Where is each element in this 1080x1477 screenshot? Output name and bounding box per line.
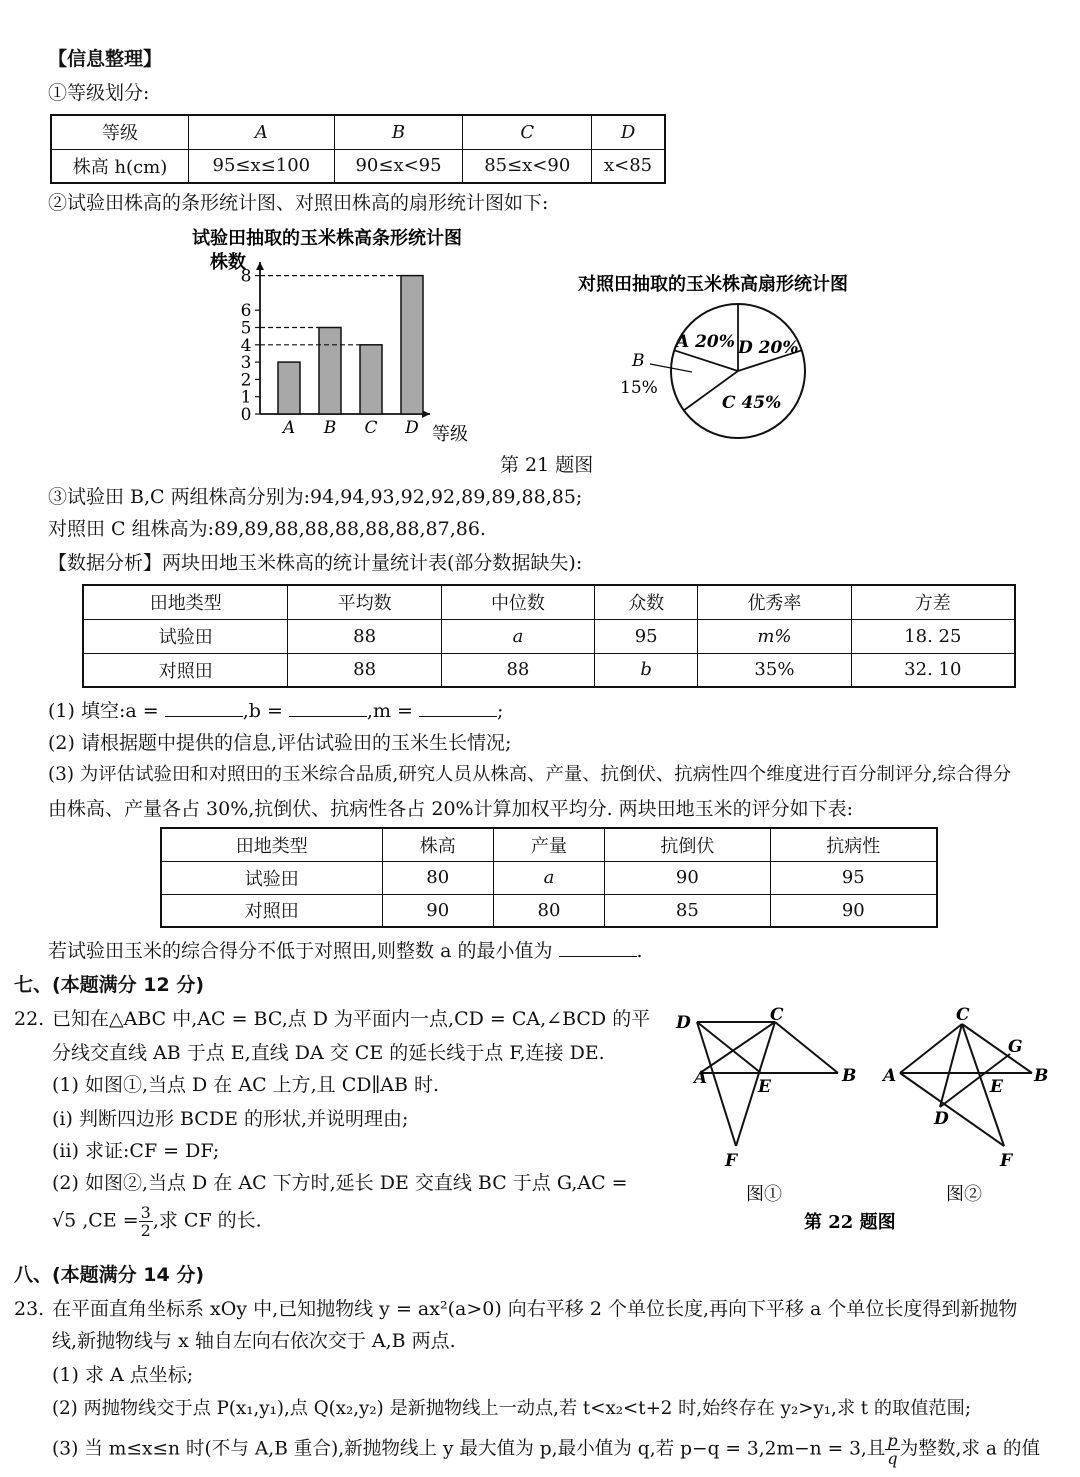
- fraction-p-q: [885, 1432, 899, 1467]
- q1-m-label: ,m =: [366, 700, 413, 722]
- x-tick-label: B: [323, 418, 337, 438]
- p22-line6: (2) 如图②,当点 D 在 AC 下方时,延长 DE 交直线 BC 于点 G,AC =: [52, 1172, 628, 1194]
- point-label: B: [842, 1066, 857, 1086]
- p23-line2: 线,新抛物线与 x 轴自左向右依次交于 A,B 两点.: [52, 1330, 456, 1352]
- grade-cell: 株高 h(cm): [51, 149, 189, 183]
- score-table: [160, 827, 938, 928]
- q3-line2: 由株高、产量各占 30%,抗倒伏、抗病性各占 20%计算加权平均分. 两块田地玉米的评分如下表:: [48, 798, 854, 820]
- q1-b-label: ,b =: [242, 700, 283, 722]
- score-cell: 90: [770, 894, 937, 927]
- item1-text: ①等级划分:: [48, 82, 150, 104]
- figure-2-label: 图②: [946, 1184, 982, 1205]
- grade-header: A: [189, 115, 335, 149]
- figure-22-caption: 第 22 题图: [804, 1212, 896, 1233]
- p23-line5: [52, 1432, 1040, 1467]
- stats-header: 中位数: [441, 585, 594, 619]
- fraction-3-2: [139, 1204, 153, 1239]
- pie-slice-percent-B: 15%: [620, 378, 658, 398]
- stats-header: 田地类型: [83, 585, 288, 619]
- score-cell: 85: [605, 894, 770, 927]
- pie-slice-label-B: B: [632, 351, 645, 371]
- p23-number: 23.: [14, 1298, 45, 1320]
- y-tick-label: 0: [240, 405, 252, 425]
- point-label: C: [956, 1005, 970, 1025]
- stats-cell: 32. 10: [851, 653, 1015, 687]
- x-tick-label: D: [405, 418, 419, 438]
- grade-header: 等级: [51, 115, 189, 149]
- p22-line5: (ii) 求证:CF = DF;: [52, 1140, 220, 1162]
- p22-line3: (1) 如图①,当点 D 在 AC 上方,且 CD∥AB 时.: [52, 1074, 440, 1096]
- stats-cell: 18. 25: [851, 619, 1015, 653]
- point-label: D: [934, 1109, 949, 1129]
- figure-1-labels: [675, 1005, 856, 1171]
- bar-B: [319, 328, 341, 415]
- bar-chart-title: 试验田抽取的玉米株高条形统计图: [192, 228, 462, 249]
- p23-line5-b: 为整数,求 a 的值: [899, 1438, 1041, 1460]
- q3-line1: (3) 为评估试验田和对照田的玉米综合品质,研究人员从株高、产量、抗倒伏、抗病性四个维度进行百分制评分,综合得分: [48, 764, 1012, 785]
- p23-line1: 在平面直角坐标系 xOy 中,已知抛物线 y = ax²(a>0) 向右平移 2 个单位长度,再向下平移 a 个单位长度得到新抛物: [52, 1298, 1018, 1320]
- figure-1-label: 图①: [746, 1184, 782, 1205]
- score-header: 抗病性: [770, 828, 937, 861]
- p22-line7: [52, 1204, 262, 1239]
- x-tick-label: C: [364, 418, 378, 438]
- stats-cell: m%: [698, 619, 851, 653]
- answer-blank-a[interactable]: [165, 698, 243, 717]
- score-header: 抗倒伏: [605, 828, 770, 861]
- score-cell: a: [493, 861, 604, 894]
- analysis-heading: 【数据分析】两块田地玉米株高的统计量统计表(部分数据缺失):: [48, 552, 583, 574]
- score-cell: 90: [605, 861, 770, 894]
- p22-line7-a: √5 ,CE =: [52, 1209, 139, 1232]
- pie-chart-title: 对照田抽取的玉米株高扇形统计图: [578, 274, 848, 295]
- stats-cell: b: [595, 653, 698, 687]
- point-label: A: [694, 1068, 708, 1088]
- pie-chart: [570, 268, 920, 448]
- y-tick-label: 5: [240, 318, 252, 339]
- q3-last-end: .: [636, 940, 643, 962]
- grade-cell: 95≤x≤100: [189, 149, 335, 183]
- y-tick-label: 8: [240, 266, 252, 287]
- score-header: 田地类型: [161, 828, 382, 861]
- score-cell: 90: [382, 894, 493, 927]
- bar-chart: [180, 222, 510, 450]
- fig21-caption: 第 21 题图: [500, 454, 594, 476]
- score-cell: 试验田: [161, 861, 382, 894]
- figure-22: [670, 1000, 1070, 1240]
- y-tick-label: 3: [240, 353, 252, 374]
- q3-last-text: 若试验田玉米的综合得分不低于对照田,则整数 a 的最小值为: [48, 940, 553, 962]
- point-label: D: [676, 1013, 691, 1033]
- grade-cell: 85≤x<90: [463, 149, 592, 183]
- point-label: F: [725, 1151, 738, 1171]
- p23-line5-a: (3) 当 m≤x≤n 时(不与 A,B 重合),新抛物线上 y 最大值为 p,最小值为 q,若 p−q = 3,2m−n = 3,且: [52, 1438, 886, 1460]
- y-tick-label: 2: [240, 370, 252, 391]
- y-tick-label: 1: [240, 387, 252, 408]
- score-header: 产量: [493, 828, 604, 861]
- point-label: E: [758, 1077, 771, 1097]
- grade-header: B: [334, 115, 463, 149]
- stats-header: 方差: [851, 585, 1015, 619]
- bar-C: [360, 345, 382, 414]
- point-label: G: [1008, 1037, 1023, 1057]
- stats-cell: 88: [288, 619, 441, 653]
- section7-heading: 七、(本题满分 12 分): [14, 974, 205, 996]
- point-label: F: [1000, 1151, 1013, 1171]
- fraction-numerator: p: [887, 1431, 898, 1450]
- score-header: 株高: [382, 828, 493, 861]
- q1-line: [48, 698, 503, 724]
- bar-A: [278, 362, 300, 414]
- p22-number: 22.: [14, 1008, 45, 1030]
- stats-cell: 88: [441, 653, 594, 687]
- p23-line4: (2) 两抛物线交于点 P(x₁,y₁),点 Q(x₂,y₂) 是新抛物线上一动点,若 t<x₂<t+2 时,始终存在 y₂>y₁,求 t 的取值范围;: [52, 1398, 971, 1419]
- stats-header: 平均数: [288, 585, 441, 619]
- stats-cell: a: [441, 619, 594, 653]
- point-label: A: [883, 1066, 897, 1086]
- score-cell: 95: [770, 861, 937, 894]
- item3-line1: ③试验田 B,C 两组株高分别为:94,94,93,92,92,89,89,88,85;: [48, 486, 583, 508]
- point-label: E: [990, 1077, 1003, 1097]
- score-cell: 80: [493, 894, 604, 927]
- stats-cell: 试验田: [83, 619, 288, 653]
- grade-table: [50, 114, 666, 184]
- info-heading: 【信息整理】: [48, 48, 163, 70]
- grade-cell: x<85: [592, 149, 665, 183]
- answer-blank-min-a[interactable]: [559, 938, 637, 957]
- p22-line4: (i) 判断四边形 BCDE 的形状,并说明理由;: [52, 1108, 409, 1130]
- section8-heading: 八、(本题满分 14 分): [14, 1264, 205, 1286]
- bar-chart-xlabel: 等级: [432, 424, 468, 445]
- stats-table: [82, 584, 1016, 688]
- stats-cell: 对照田: [83, 653, 288, 687]
- point-label: C: [770, 1005, 784, 1025]
- answer-blank-b[interactable]: [289, 698, 367, 717]
- p22-line2: 分线交直线 AB 于点 E,直线 DA 交 CE 的延长线于点 F,连接 DE.: [52, 1042, 605, 1064]
- q1-end: ;: [496, 700, 504, 722]
- fraction-numerator: 3: [140, 1203, 151, 1222]
- p23-line3: (1) 求 A 点坐标;: [52, 1364, 194, 1386]
- item2-text: ②试验田株高的条形统计图、对照田株高的扇形统计图如下:: [48, 192, 549, 214]
- stats-cell: 35%: [698, 653, 851, 687]
- grade-header: C: [463, 115, 592, 149]
- y-tick-label: 4: [240, 335, 252, 356]
- grade-cell: 90≤x<95: [334, 149, 463, 183]
- pie-slice-label-D: D 20%: [738, 338, 799, 358]
- item3-line2: 对照田 C 组株高为:89,89,88,88,88,88,88,87,86.: [48, 518, 486, 540]
- stats-header: 众数: [595, 585, 698, 619]
- q2-line: (2) 请根据题中提供的信息,评估试验田的玉米生长情况;: [48, 732, 512, 754]
- score-cell: 对照田: [161, 894, 382, 927]
- pie-slice-label-C: C 45%: [722, 393, 782, 413]
- q1-prefix: (1) 填空:: [48, 700, 126, 722]
- y-axis-arrow: [256, 262, 264, 270]
- fraction-denominator: q: [887, 1449, 898, 1468]
- p22-line1: 已知在△ABC 中,AC = BC,点 D 为平面内一点,CD = CA,∠BCD 的平: [52, 1008, 651, 1030]
- score-cell: 80: [382, 861, 493, 894]
- q1-a-label: a =: [125, 700, 159, 722]
- x-tick-label: A: [282, 418, 296, 438]
- stats-cell: 95: [595, 619, 698, 653]
- stats-header: 优秀率: [698, 585, 851, 619]
- bar-D: [401, 276, 423, 414]
- stats-cell: 88: [288, 653, 441, 687]
- p22-line7-b: ,求 CF 的长.: [152, 1209, 262, 1232]
- fraction-denominator: 2: [140, 1221, 151, 1240]
- point-label: B: [1034, 1066, 1049, 1086]
- y-tick-label: 6: [240, 301, 252, 322]
- pie-slice-label-A: A 20%: [676, 332, 735, 352]
- answer-blank-m[interactable]: [419, 698, 497, 717]
- grade-header: D: [592, 115, 665, 149]
- bar-chart-ylabel: 株数: [210, 252, 246, 273]
- q3-last-line: [48, 938, 643, 964]
